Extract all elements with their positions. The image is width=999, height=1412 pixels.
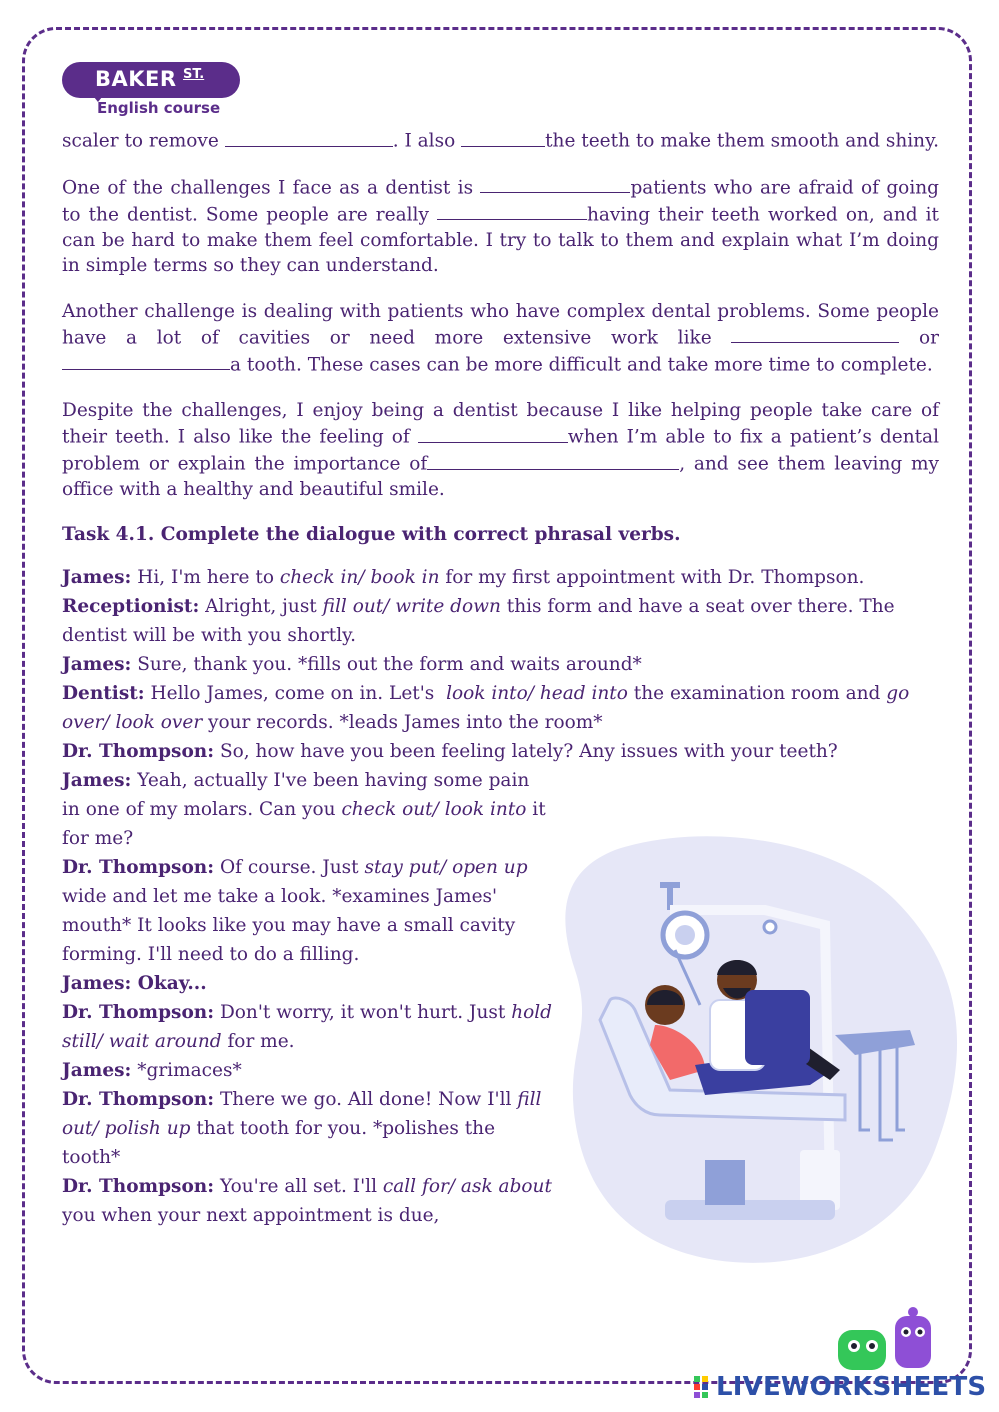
speaker: James: <box>62 567 132 589</box>
speaker: Dr. Thompson: <box>62 1089 215 1111</box>
logo-suffix: ST. <box>183 67 205 82</box>
speaker: Receptionist: <box>62 596 200 618</box>
dialogue-line: James: Yeah, actually I've been having some pain in one of my molars. Can you check out/ look into it for me? <box>62 770 546 850</box>
speaker: Dentist: <box>62 683 145 705</box>
dialogue-line: Dr. Thompson: Don't worry, it won't hurt. Just hold still/ wait around for me. <box>62 1002 553 1053</box>
liveworksheets-wordmark: LIVEWORKSHEETS <box>716 1372 987 1402</box>
liveworksheets-brand <box>690 1306 990 1406</box>
phrasal-verb-options[interactable]: fill out/ write down <box>322 596 501 618</box>
baker-st-logo <box>62 62 242 120</box>
paragraph-1: scaler to remove . I also the teeth to make them smooth and shiny. <box>62 127 939 154</box>
dialogue-line: James: Hi, I'm here to check in/ book in for my first appointment with Dr. Thompson. <box>62 567 865 589</box>
dialogue-line: Dr. Thompson: So, how have you been feeling lately? Any issues with your teeth? <box>62 741 838 763</box>
speaker: James: <box>62 1060 132 1082</box>
phrasal-verb-options[interactable]: stay put/ open up <box>364 857 528 879</box>
dialogue-line: Dentist: Hello James, come on in. Let's look into/ head into the examination room and go over/ look over your records. *leads James into the room* <box>62 683 910 734</box>
blank-7[interactable] <box>418 423 568 443</box>
logo-brand: BAKER <box>95 67 177 91</box>
dialogue-line <box>62 969 552 998</box>
phrasal-verb-options[interactable]: check in/ book in <box>279 567 440 589</box>
speaker: Dr. Thompson: <box>62 1002 215 1024</box>
dialogue-line: Dr. Thompson: Of course. Just stay put/ open up wide and let me take a look. *examines James' mouth* It looks like you may have a small cavity forming. I'll need to do a filling. <box>62 857 528 966</box>
dialogue-line: James: Sure, thank you. *fills out the form and waits around* <box>62 654 642 676</box>
speaker: James: Okay... <box>62 973 207 995</box>
phrasal-verb-options[interactable]: fill out/ polish up <box>62 1089 542 1140</box>
dialogue-line: James: *grimaces* <box>62 1060 242 1082</box>
dentist-illustration <box>555 830 965 1270</box>
speaker: James: <box>62 770 132 792</box>
phrasal-verb-options[interactable]: look into/ head into <box>446 683 628 705</box>
task-title: Task 4.1. Complete the dialogue with correct phrasal verbs. <box>62 524 681 546</box>
blank-5[interactable] <box>731 324 899 344</box>
blank-1[interactable] <box>225 127 393 147</box>
phrasal-verb-options[interactable]: check out/ look into <box>341 799 527 821</box>
phrasal-verb-options[interactable]: hold still/ wait around <box>62 1002 553 1053</box>
phrasal-verb-options[interactable]: call for/ ask about <box>382 1176 552 1198</box>
paragraph-2: One of the challenges I face as a dentist is patients who are afraid of going to the dentist. Some people are really having their teeth worked on, and it can be hard to make them feel comfortable. I try to talk to them and explain what I’m doing in simple terms so they can understand. <box>62 174 939 279</box>
speaker: Dr. Thompson: <box>62 857 215 879</box>
blank-4[interactable] <box>437 201 587 221</box>
blank-6[interactable] <box>62 351 230 371</box>
paragraph-4: Despite the challenges, I enjoy being a dentist because I like helping people take care of their teeth. I also like the feeling of when I’m able to fix a patient’s dental problem or explain the importance of , and see them leaving my office with a healthy and beautiful smile. <box>62 399 939 500</box>
logo-subtitle: English course <box>97 99 221 117</box>
blank-2[interactable] <box>461 127 545 147</box>
paragraph-3: Another challenge is dealing with patients who have complex dental problems. Some people have a lot of cavities or need more extensive work like or a tooth. These cases can be more difficult and take more time to complete. <box>62 300 939 376</box>
speaker: Dr. Thompson: <box>62 1176 215 1198</box>
phrasal-verb-options[interactable]: go over/ look over <box>62 683 910 734</box>
speaker: James: <box>62 654 132 676</box>
dialogue-line: Dr. Thompson: You're all set. I'll call for/ ask about you when your next appointment is due, <box>62 1176 552 1227</box>
speaker: Dr. Thompson: <box>62 741 215 763</box>
blank-8[interactable] <box>427 450 679 470</box>
blank-3[interactable] <box>480 174 630 194</box>
dialogue-line: Dr. Thompson: There we go. All done! Now I'll fill out/ polish up that tooth for you. *polishes the tooth* <box>62 1089 542 1169</box>
dialogue-line: Receptionist: Alright, just fill out/ write down this form and have a seat over there. The dentist will be with you shortly. <box>62 596 895 647</box>
